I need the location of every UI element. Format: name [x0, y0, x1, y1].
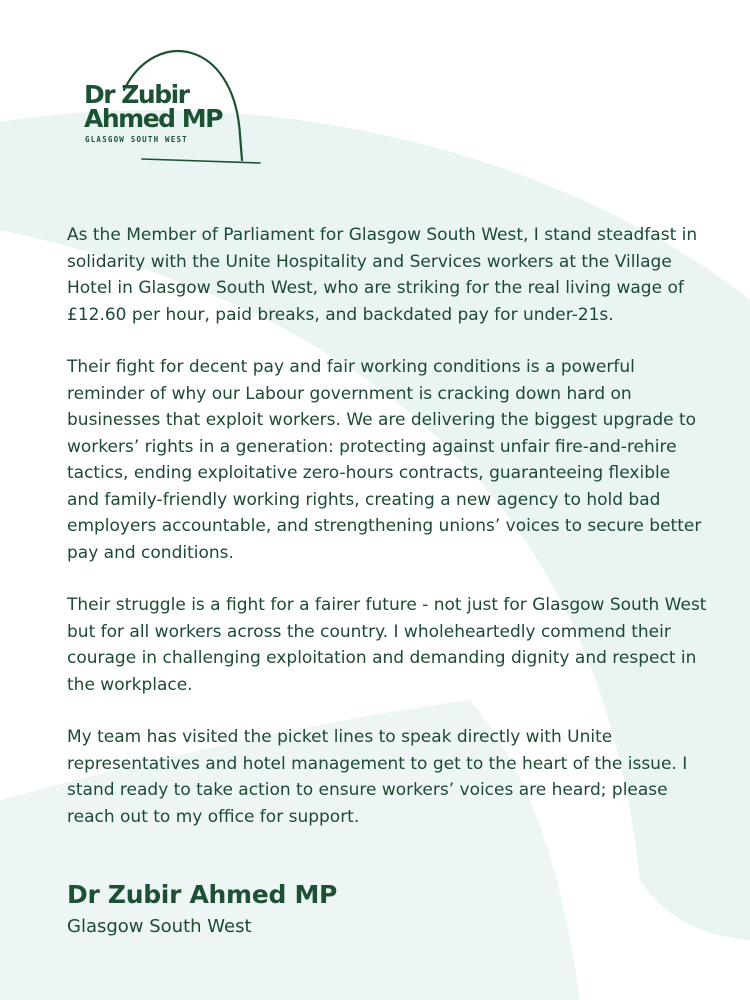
- signature-name: Dr Zubir Ahmed MP: [67, 880, 338, 909]
- paragraph: My team has visited the picket lines to speak directly with Unite representatives and hotel management to get to the heart of the issue. I stand ready to take action to ensure workers’ voices are heard; please reach out to my office for support.: [67, 727, 688, 827]
- signature-block: [67, 880, 337, 937]
- signature-constituency: Glasgow South West: [67, 916, 252, 937]
- paragraph: Their fight for decent pay and fair working conditions is a powerful reminder of why our Labour government is cracking down hard on businesses that exploit workers. We are delivering the biggest upgrade to workers’ rights in a generation: protecting against unfair fire-and-rehire tactics, ending exploitative zero-hours contracts, guaranteeing flexible and family-friendly working rights, creating a new agency to hold bad employers accountable, and strengthening unions’ voices to secure better pay and conditions.: [67, 357, 702, 563]
- logo-text-line1: Dr Zubir: [84, 80, 189, 109]
- logo-subtitle: GLASGOW SOUTH WEST: [85, 135, 188, 144]
- paragraph: As the Member of Parliament for Glasgow South West, I stand steadfast in solidarity with the Unite Hospitality and Services workers at the Village Hotel in Glasgow South West, who are striking for the real living wage of £12.60 per hour, paid breaks, and backdated pay for under-21s.: [67, 225, 698, 325]
- letter-body: [67, 222, 707, 856]
- logo: [84, 40, 264, 170]
- paragraph: Their struggle is a fight for a fairer future - not just for Glasgow South West but for all workers across the country. I wholeheartedly commend their courage in challenging exploitation and demanding dignity and respect in the workplace.: [67, 595, 707, 695]
- logo-text-line2: Ahmed MP: [84, 104, 222, 133]
